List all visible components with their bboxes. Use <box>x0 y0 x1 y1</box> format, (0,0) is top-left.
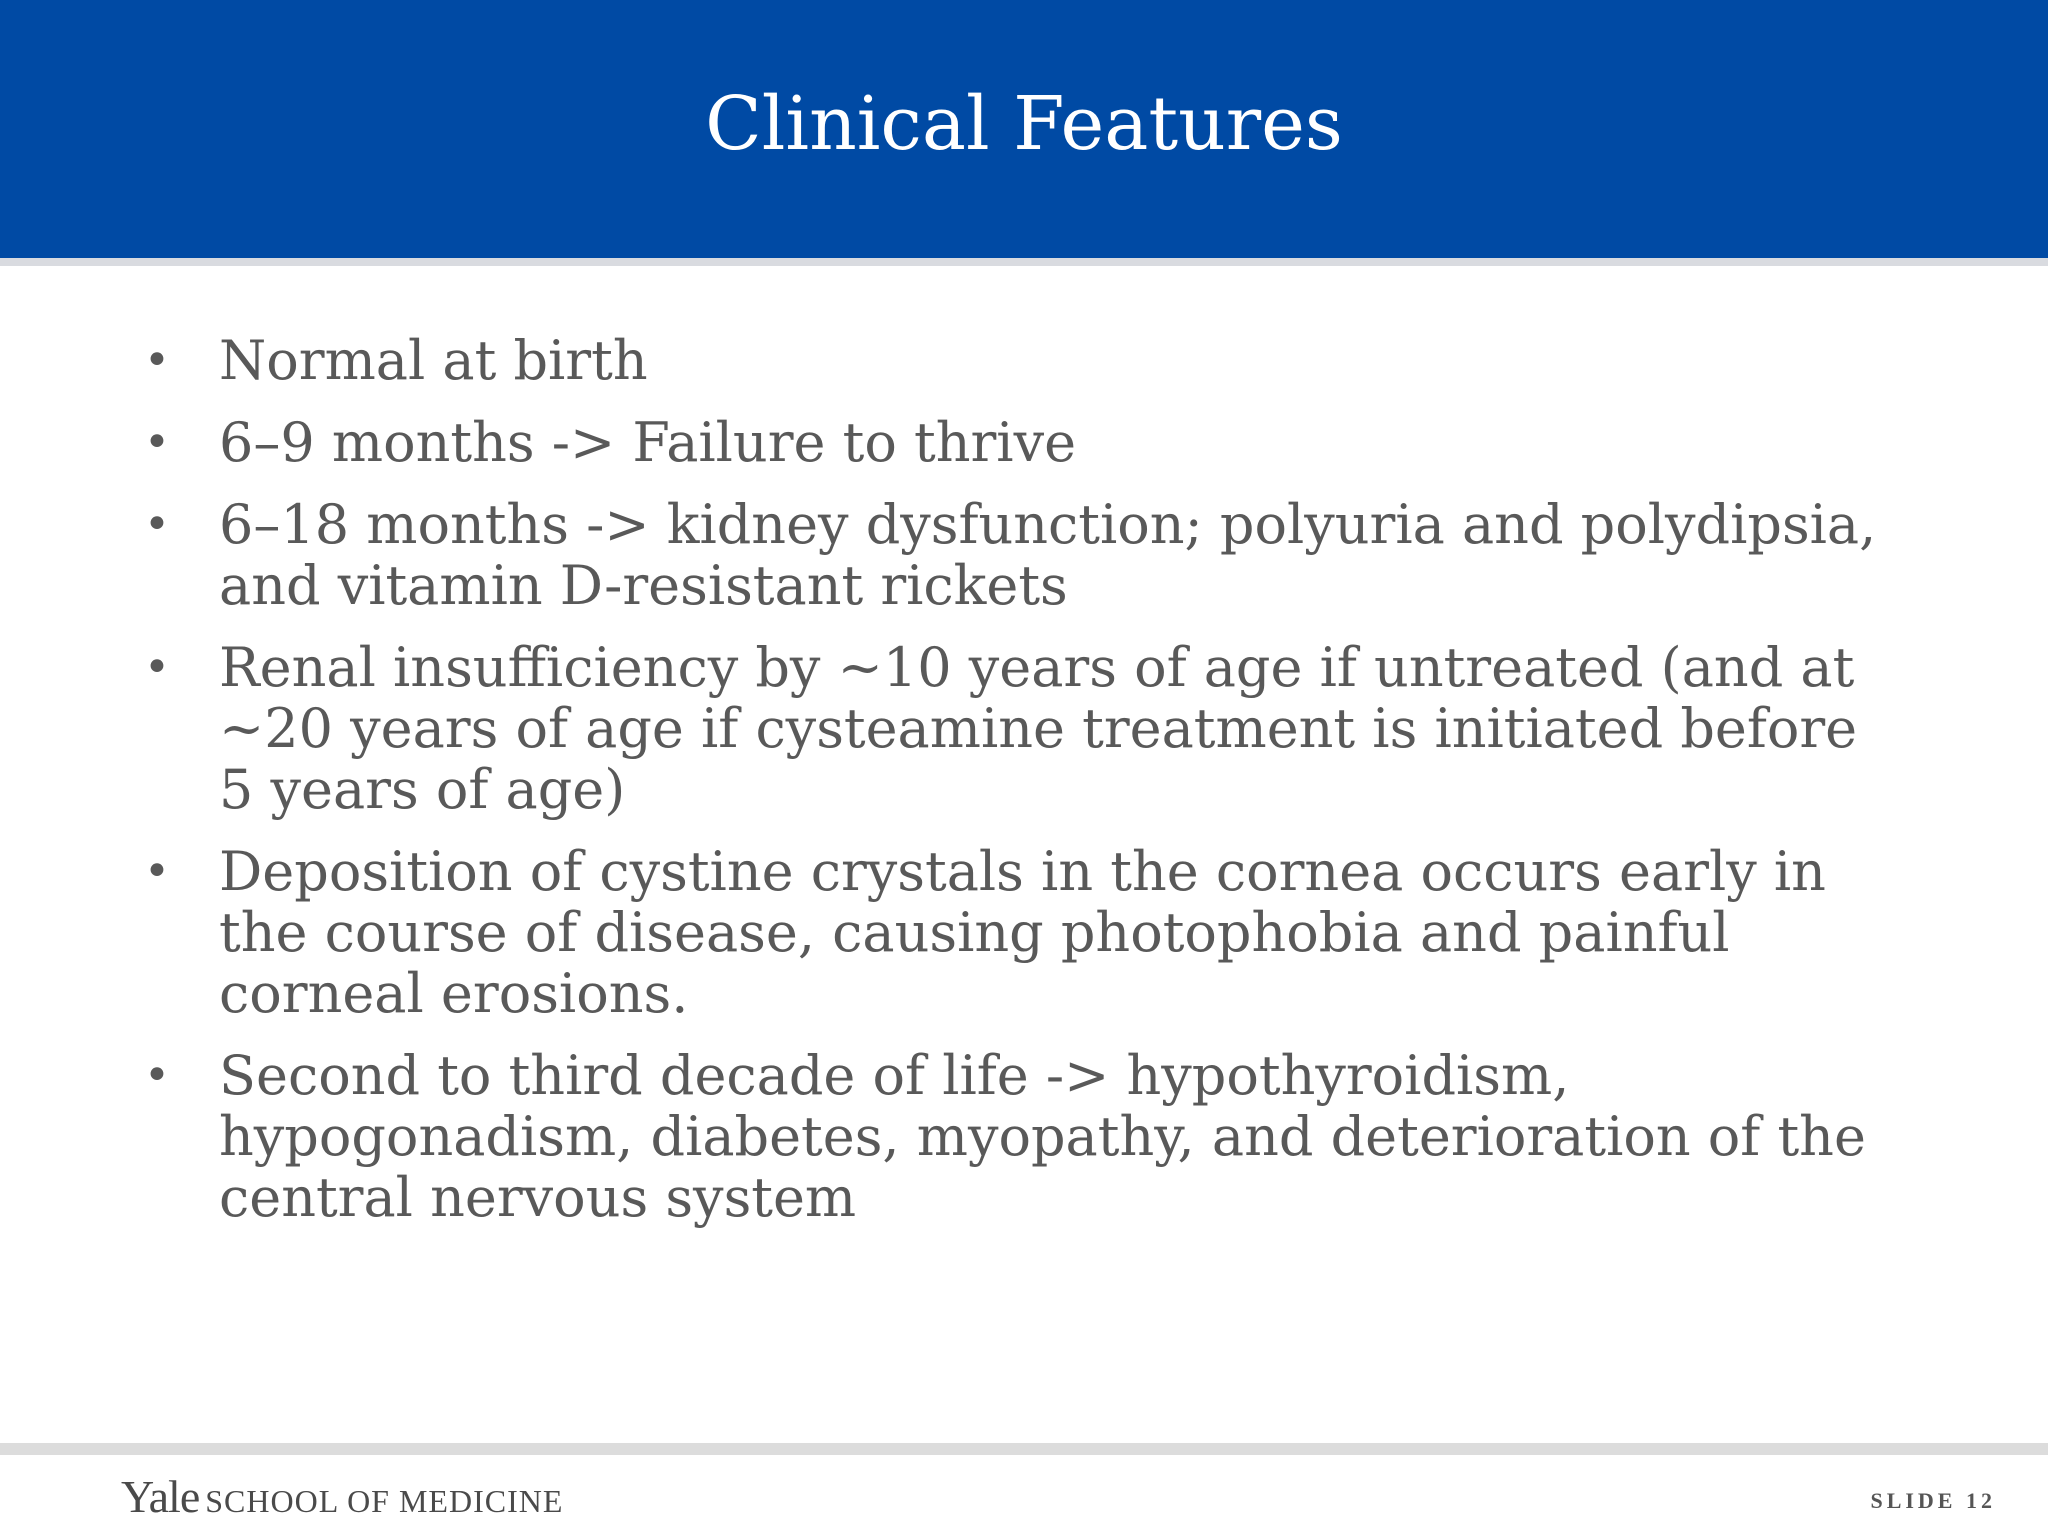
bullet-dot-icon: • <box>144 335 170 386</box>
bullet-dot-icon: • <box>144 642 170 693</box>
bullet-dot-icon: • <box>144 499 170 550</box>
bullet-dot-icon: • <box>144 846 170 897</box>
bullet-text: 6–18 months -> kidney dysfunction; polyuria and polydipsia, and vitamin D-resistant rickets <box>219 493 1877 617</box>
slide-title: Clinical Features <box>705 81 1343 167</box>
title-banner <box>0 0 2048 258</box>
bullet-text: 6–9 months -> Failure to thrive <box>219 411 1077 474</box>
bullet-item <box>140 1045 1900 1228</box>
yale-school-of-medicine-logo <box>121 1470 563 1523</box>
bullet-text: Renal insufficiency by ~10 years of age if untreated (and at ~20 years of age if cysteamine treatment is initiated before 5 years of age) <box>219 636 1858 821</box>
bullet-item <box>140 637 1900 820</box>
footer-divider <box>0 1443 2048 1455</box>
slide-content <box>140 330 1900 1249</box>
bullet-text: Normal at birth <box>219 329 648 392</box>
bullet-item <box>140 494 1900 616</box>
bullet-item <box>140 412 1900 473</box>
bullet-list <box>140 330 1900 1228</box>
slide-number: 12 <box>1966 1488 1996 1513</box>
slide-number-label <box>1870 1488 1996 1514</box>
slide-label: SLIDE <box>1870 1488 1957 1513</box>
bullet-item <box>140 841 1900 1024</box>
bullet-item <box>140 330 1900 391</box>
bullet-text: Deposition of cystine crystals in the cornea occurs early in the course of disease, causing photophobia and painful corneal erosions. <box>219 840 1826 1025</box>
bullet-dot-icon: • <box>144 1050 170 1101</box>
logo-yale-text: Yale <box>121 1471 200 1522</box>
bullet-dot-icon: • <box>144 417 170 468</box>
logo-school-text: SCHOOL OF MEDICINE <box>205 1483 564 1519</box>
bullet-text: Second to third decade of life -> hypothyroidism, hypogonadism, diabetes, myopathy, and deterioration of the central nervous system <box>219 1044 1866 1229</box>
header-divider <box>0 258 2048 266</box>
